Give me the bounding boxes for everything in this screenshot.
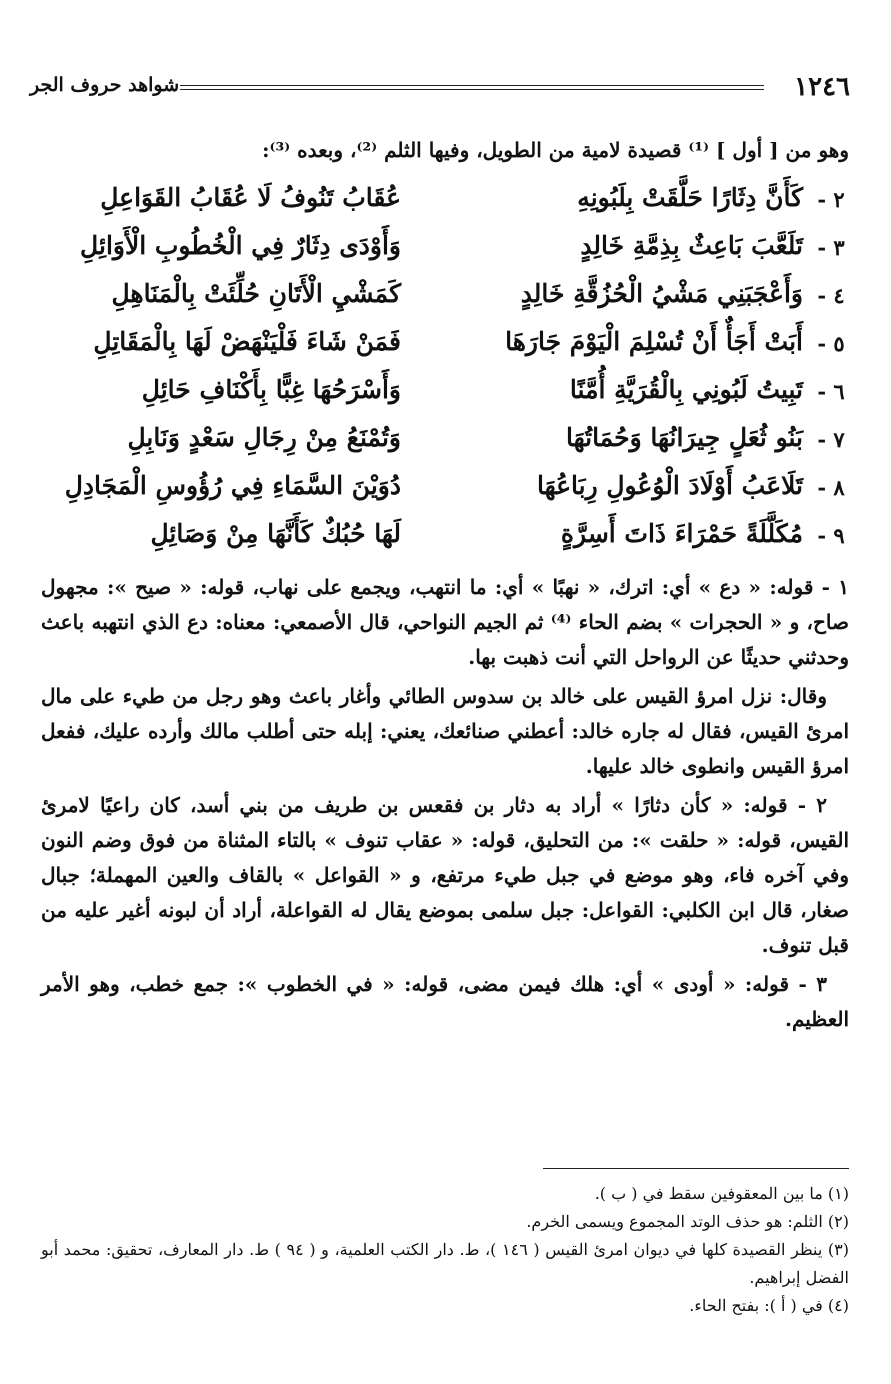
verse-second-hemistich: وَأَوْدَى دِثَارٌ فِي الْخُطُوبِ الْأَوَائِلِ: [80, 231, 401, 260]
verse-second-hemistich: لَهَا حُبُكٌ كَأَنَّهَا مِنْ وَصَائِلِ: [150, 519, 401, 548]
verse: [41, 231, 851, 279]
verse-second-hemistich: فَمَنْ شَاءَ فَلْيَنْهَضْ لَهَا بِالْمَقَاتِلِ: [93, 327, 401, 356]
commentary-paragraph: ١ - قوله: « دع » أي: اترك، « نهبًا » أي: ما انتهب، ويجمع على نهاب، قوله: « صيح »: مجهول صاح، و « الحجرات » بضم الحاء ⁽⁴⁾ ثم الجيم النواحي، قال الأصمعي: معناه: دع الذي انتهبه باعث وحدثني حديثًا عن الرواحل التي أنت ذهبت بها.: [41, 575, 850, 669]
verse-number: ٩ -: [817, 523, 845, 548]
footnote: (٢) الثلم: هو حذف الوتد المجموع ويسمى الخرم.: [526, 1212, 849, 1231]
commentary: [41, 570, 849, 1041]
verse-number: ٧ -: [817, 427, 845, 452]
verse-number: ٥ -: [817, 331, 845, 356]
verse-number: ٦ -: [817, 379, 845, 404]
verse: [41, 279, 851, 327]
verse-number: ٤ -: [817, 283, 845, 308]
verse-first-hemistich: مُكَلَّلَةً حَمْرَاءَ ذَاتَ أَسِرَّةٍ: [560, 519, 803, 548]
verse-second-hemistich: وَتُمْنَعُ مِنْ رِجَالِ سَعْدٍ وَنَابِلِ: [127, 423, 401, 452]
footnote: (٤) في ( أ ): بفتح الحاء.: [689, 1296, 849, 1315]
verse-first-hemistich: وَأَعْجَبَنِي مَشْيُ الْحُزُقَّةِ خَالِدٍ: [520, 279, 803, 308]
footnotes: [41, 1180, 849, 1320]
verse: [41, 423, 851, 471]
verse-first-hemistich: أَبَتْ أَجَأٌ أَنْ تُسْلِمَ الْيَوْمَ جَارَهَا: [505, 327, 803, 356]
poem-intro: وهو من [ أول ] ⁽¹⁾ قصيدة لامية من الطويل، وفيها الثلم ⁽²⁾، وبعده ⁽³⁾:: [262, 138, 849, 162]
commentary-paragraph: ٣ - قوله: « أودى » أي: هلك فيمن مضى، قوله: « في الخطوب »: جمع خطب، وهو الأمر العظيم.: [41, 972, 849, 1031]
verse: [41, 519, 851, 567]
verse: [41, 183, 851, 231]
verse-second-hemistich: وَأَسْرَحُهَا غِبًّا بِأَكْنَافِ حَائِلِ: [141, 375, 401, 404]
commentary-paragraph: ٢ - قوله: « كأن دثارًا » أراد به دثار بن فقعس بن طريف من بني أسد، كان راعيًا لامرئ القيس، قوله: « حلقت »: من التحليق، قوله: « عقاب تنوف » بالتاء المثناة من فوق وضم النون وفي آخره فاء، وهو موضع في جبل طيء مرتفع، و « القواعل » بالقاف والعين المهملة؛ جبال صغار، قال ابن الكلبي: القواعل: جبل سلمى بموضع يقال له القواعلة، أراد أن لبونه أغير عليه من قبل تنوف.: [41, 793, 849, 957]
verse-number: ٣ -: [817, 235, 845, 260]
verse-first-hemistich: تَبِيتُ لَبُونِي بِالْقُرَيَّةِ أُمَّنًا: [569, 375, 803, 404]
verse-second-hemistich: عُقَابُ تَنُوفُ لَا عُقَابُ القَوَاعِلِ: [100, 183, 401, 212]
verse-number: ٢ -: [817, 187, 845, 212]
verse-first-hemistich: تَلَاعَبُ أَوْلَادَ الْوُعُولِ رِبَاعُهَا: [536, 471, 803, 500]
verse-first-hemistich: تَلَعَّبَ بَاعِثٌ بِذِمَّةِ خَالِدٍ: [580, 231, 803, 260]
verse-number: ٨ -: [817, 475, 845, 500]
footnote-separator: [543, 1168, 849, 1169]
verse: [41, 327, 851, 375]
footnote: (٣) ينظر القصيدة كلها في ديوان امرئ القيس ( ١٤٦ )، ط. دار الكتب العلمية، و ( ٩٤ ) ط. دار المعارف، تحقيق: محمد أبو الفضل إبراهيم.: [41, 1240, 849, 1287]
verse-first-hemistich: بَنُو ثُعَلٍ جِيرَانُهَا وَحُمَاتُهَا: [565, 423, 803, 452]
verse-first-hemistich: كَأَنَّ دِثَارًا حَلَّقَتْ بِلَبُونِهِ: [577, 183, 803, 212]
footnote: (١) ما بين المعقوفين سقط في ( ب ).: [594, 1184, 849, 1203]
verse: [41, 375, 851, 423]
page-number: ١٢٤٦: [794, 72, 850, 102]
page-header: [30, 72, 850, 106]
running-title: شواهد حروف الجر: [30, 74, 180, 96]
verse: [41, 471, 851, 519]
verse-second-hemistich: كَمَشْيِ الْأَتَانِ حُلِّئَتْ بِالْمَنَاهِلِ: [111, 279, 401, 308]
poem: [41, 183, 851, 567]
header-rule: [180, 85, 764, 90]
verse-second-hemistich: دُوَيْنَ السَّمَاءِ فِي رُؤُوسِ الْمَجَادِلِ: [64, 471, 401, 500]
commentary-paragraph: وقال: نزل امرؤ القيس على خالد بن سدوس الطائي وأغار باعث وهو رجل من طيء على مال امرئ القيس، فقال له جاره خالد: أعطني صنائعك، يعني: إبله حتى أطلب مالك وأرده عليك، ففعل امرؤ القيس وانطوى خالد عليها.: [41, 684, 849, 778]
